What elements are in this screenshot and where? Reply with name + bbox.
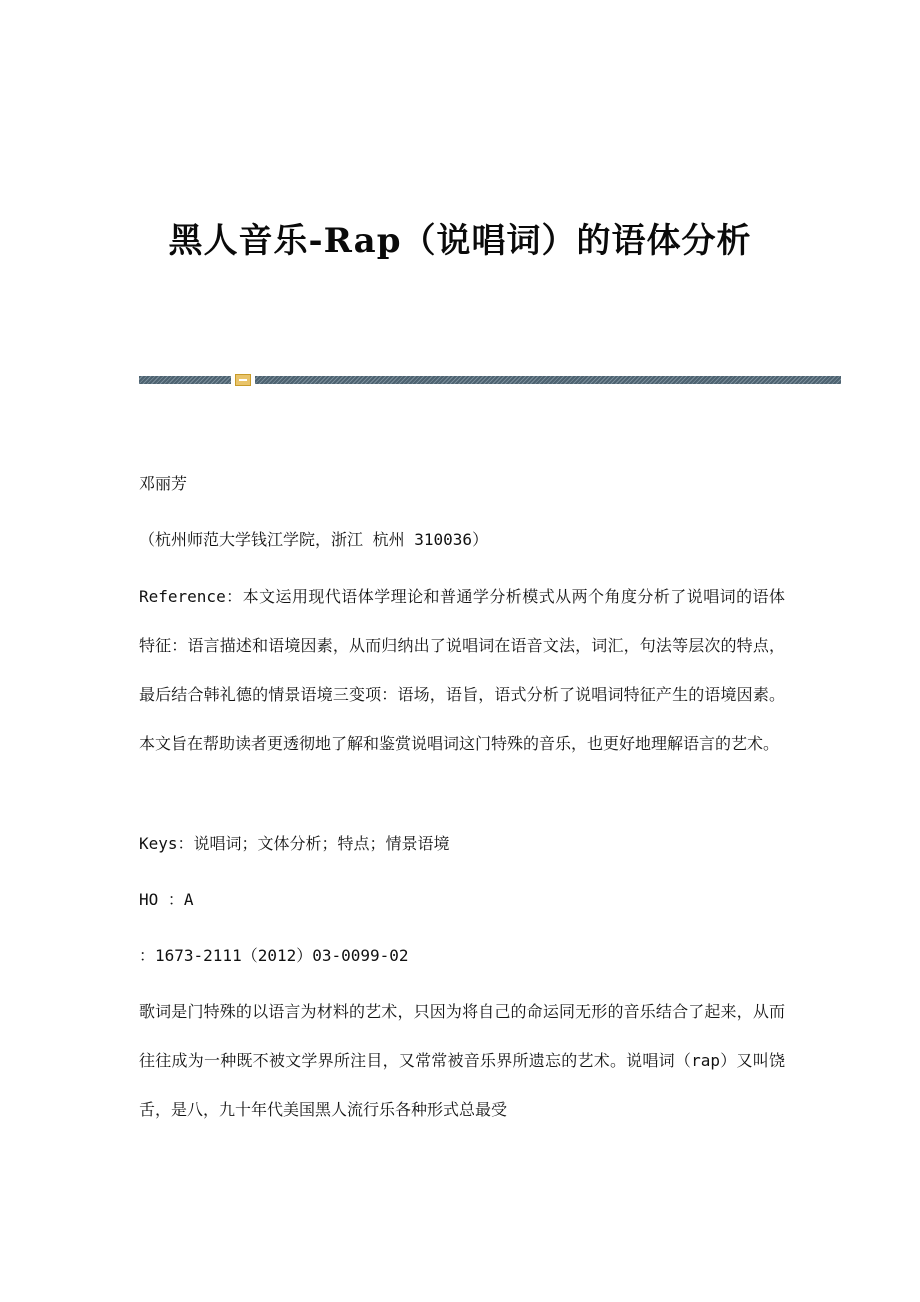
keywords-line: Keys：说唱词；文体分析；特点；情景语境 (139, 834, 450, 853)
document-title: 黑人音乐-Rap（说唱词）的语体分析 (168, 221, 752, 261)
classification-code: HO ：A (139, 890, 194, 909)
title-divider (139, 374, 841, 386)
divider-bar-right (255, 376, 841, 384)
author-affiliation: （杭州师范大学钱江学院，浙江 杭州 310036） (139, 530, 489, 549)
issn-line: ：1673-2111（2012）03-0099-02 (139, 946, 409, 965)
abstract-paragraph: Reference：本文运用现代语体学理论和普通学分析模式从两个角度分析了说唱词的语体特征：语言描述和语境因素，从而归纳出了说唱词在语音文法，词汇，句法等层次的特点，最后结合韩礼德的情景语境三变项：语场，语旨，语式分析了说唱词特征产生的语境因素。本文旨在帮助读者更透彻地了解和鉴赏说唱词这门特殊的音乐，也更好地理解语言的艺术。 (139, 587, 785, 753)
divider-ornament-icon (235, 374, 251, 386)
divider-bar-left (139, 376, 231, 384)
author-name: 邓丽芳 (139, 474, 188, 493)
body-paragraph: 歌词是门特殊的以语言为材料的艺术，只因为将自己的命运同无形的音乐结合了起来，从而往往成为一种既不被文学界所注目，又常常被音乐界所遗忘的艺术。说唱词（rap）又叫饶舌，是八，九十年代美国黑人流行乐各种形式总最受 (139, 1002, 785, 1119)
